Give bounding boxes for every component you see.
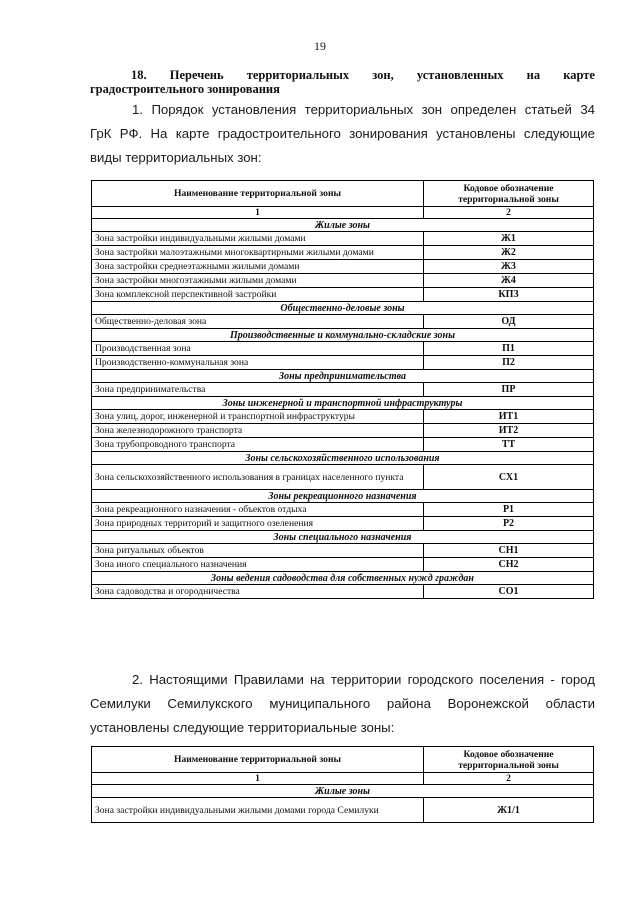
word: района (386, 696, 431, 711)
word: следующие (523, 126, 595, 141)
word: муниципального (269, 696, 371, 711)
semiluki-zones-table-body (92, 747, 594, 823)
word: Порядок (151, 102, 204, 117)
zone-code: СН1 (424, 544, 594, 558)
word: 2. (132, 672, 143, 687)
word: - (550, 672, 555, 687)
paragraph-2-line-3: установлены следующие территориальные зоны: (90, 720, 395, 735)
word: ГрК (90, 126, 112, 141)
zone-row (92, 585, 594, 599)
zone-code: Ж4 (424, 274, 594, 288)
word: Перечень (169, 68, 224, 82)
column-index-1: 1 (92, 773, 424, 785)
header-code-cell: Кодовое обозначение территориальной зоны (424, 181, 594, 207)
zone-group-title: Жилые зоны (92, 219, 594, 232)
zone-code: ИТ2 (424, 424, 594, 438)
zone-group-title: Зоны инженерной и транспортной инфраструктуры (92, 397, 594, 410)
zone-code: СН2 (424, 558, 594, 572)
zone-name: Зона сельскохозяйственного использования в границах населенного пункта (92, 465, 424, 490)
zone-code: П1 (424, 342, 594, 356)
paragraph-1 (90, 98, 595, 170)
column-index-row (92, 207, 594, 219)
word: карте (563, 68, 595, 82)
zone-group-title: Зоны ведения садоводства для собственных нужд граждан (92, 572, 594, 585)
word: Семилуки (90, 696, 151, 711)
word: 1. (132, 102, 143, 117)
zone-group-title: Зоны рекреационного назначения (92, 490, 594, 503)
zone-name: Зона ритуальных объектов (92, 544, 424, 558)
paragraph-2-line-2 (90, 692, 595, 716)
zone-code: ТТ (424, 438, 594, 452)
zone-code: КПЗ (424, 288, 594, 302)
zone-code: Ж1 (424, 232, 594, 246)
zone-code: Ж1/1 (424, 798, 594, 823)
paragraph-1-line-2 (90, 122, 595, 146)
zone-code: ОД (424, 315, 594, 329)
zone-name: Зона улиц, дорог, инженерной и транспортной инфраструктуры (92, 410, 424, 424)
zone-row (92, 465, 594, 490)
heading-line-1 (90, 68, 595, 82)
word: поселения (479, 672, 545, 687)
zone-row (92, 424, 594, 438)
zone-code: Р1 (424, 503, 594, 517)
paragraph-1-line-1 (90, 98, 595, 122)
header-name-cell: Наименование территориальной зоны (92, 747, 424, 773)
word: карте (175, 126, 210, 141)
semiluki-zones-table (91, 746, 594, 823)
word: территориальных (246, 68, 350, 82)
zone-name: Зона застройки индивидуальными жилыми домами (92, 232, 424, 246)
paragraph-2-line-1 (90, 668, 595, 692)
zone-row (92, 383, 594, 397)
word: установления (211, 102, 297, 117)
zone-name: Зона комплексной перспективной застройки (92, 288, 424, 302)
zone-row (92, 544, 594, 558)
zone-group-row (92, 302, 594, 315)
zone-row (92, 288, 594, 302)
word: территориальных (304, 102, 414, 117)
paragraph-1-line-3: виды территориальных зон: (90, 150, 262, 165)
zone-name: Зона садоводства и огородничества (92, 585, 424, 599)
zone-code: ПР (424, 383, 594, 397)
column-index-row (92, 773, 594, 785)
zone-name: Производственно-коммунальная зона (92, 356, 424, 370)
word: РФ. (119, 126, 143, 141)
zone-row (92, 798, 594, 823)
word: городского (407, 672, 474, 687)
zone-code: Р2 (424, 517, 594, 531)
word: определен (450, 102, 517, 117)
word: 34 (580, 102, 595, 117)
header-name-cell: Наименование территориальной зоны (92, 181, 424, 207)
zone-group-row (92, 329, 594, 342)
table-header-row (92, 747, 594, 773)
zone-group-row (92, 531, 594, 544)
zone-group-title: Производственные и коммунально-складские зоны (92, 329, 594, 342)
word: зон (421, 102, 443, 117)
zone-code: ИТ1 (424, 410, 594, 424)
zone-group-row (92, 219, 594, 232)
zone-name: Зона застройки среднеэтажными жилыми домами (92, 260, 424, 274)
word: установленных (416, 68, 504, 82)
zone-name: Зона застройки индивидуальными жилыми домами города Семилуки (92, 798, 424, 823)
zone-row (92, 517, 594, 531)
zone-code: Ж3 (424, 260, 594, 274)
zone-row (92, 260, 594, 274)
column-index-2: 2 (424, 773, 594, 785)
zone-code: Ж2 (424, 246, 594, 260)
zone-row (92, 342, 594, 356)
zone-group-title: Жилые зоны (92, 785, 594, 798)
zone-row (92, 246, 594, 260)
word: на (526, 68, 541, 82)
zone-name: Зона застройки многоэтажными жилыми домами (92, 274, 424, 288)
zone-code: СО1 (424, 585, 594, 599)
zone-group-row (92, 452, 594, 465)
zone-name: Зона железнодорожного транспорта (92, 424, 424, 438)
zone-row (92, 315, 594, 329)
zone-group-row (92, 370, 594, 383)
word: Семилукского (167, 696, 253, 711)
word: 18. (131, 68, 147, 82)
zone-name: Общественно-деловая зона (92, 315, 424, 329)
zone-name: Зона трубопроводного транспорта (92, 438, 424, 452)
paragraph-2 (90, 668, 595, 740)
zone-group-title: Зоны сельскохозяйственного использования (92, 452, 594, 465)
zone-name: Производственная зона (92, 342, 424, 356)
zone-group-title: Общественно-деловые зоны (92, 302, 594, 315)
word: статьей (524, 102, 572, 117)
section-heading (90, 68, 595, 96)
column-index-2: 2 (424, 207, 594, 219)
header-code-cell: Кодовое обозначение территориальной зоны (424, 747, 594, 773)
zones-table (91, 180, 594, 599)
zone-group-row (92, 572, 594, 585)
zone-name: Зона природных территорий и защитного озеленения (92, 517, 424, 531)
word: зон, (372, 68, 394, 82)
zone-group-row (92, 397, 594, 410)
word: области (545, 696, 595, 711)
zone-group-row (92, 785, 594, 798)
zone-code: СХ1 (424, 465, 594, 490)
zone-row (92, 558, 594, 572)
zone-name: Зона иного специального назначения (92, 558, 424, 572)
zone-name: Зона предпринимательства (92, 383, 424, 397)
zone-name: Зона рекреационного назначения - объектов отдыха (92, 503, 424, 517)
zone-row (92, 410, 594, 424)
word: зонирования (349, 126, 428, 141)
zone-group-row (92, 490, 594, 503)
zone-row (92, 438, 594, 452)
zone-row (92, 356, 594, 370)
word: город (560, 672, 595, 687)
zone-row (92, 274, 594, 288)
word: установлены (436, 126, 516, 141)
word: На (150, 126, 168, 141)
zone-name: Зона застройки малоэтажными многоквартирными жилыми домами (92, 246, 424, 260)
zone-row (92, 232, 594, 246)
zone-group-title: Зоны предпринимательства (92, 370, 594, 383)
word: Настоящими (149, 672, 228, 687)
zone-row (92, 503, 594, 517)
zone-code: П2 (424, 356, 594, 370)
column-index-1: 1 (92, 207, 424, 219)
word: на (310, 672, 325, 687)
zone-group-title: Зоны специального назначения (92, 531, 594, 544)
zones-table-body (92, 181, 594, 599)
heading-line-2: градостроительного зонирования (90, 82, 280, 96)
word: территории (330, 672, 402, 687)
word: Правилами (233, 672, 304, 687)
word: Воронежской (447, 696, 529, 711)
word: градостроительного (217, 126, 341, 141)
page-number: 19 (314, 39, 326, 53)
table-header-row (92, 181, 594, 207)
